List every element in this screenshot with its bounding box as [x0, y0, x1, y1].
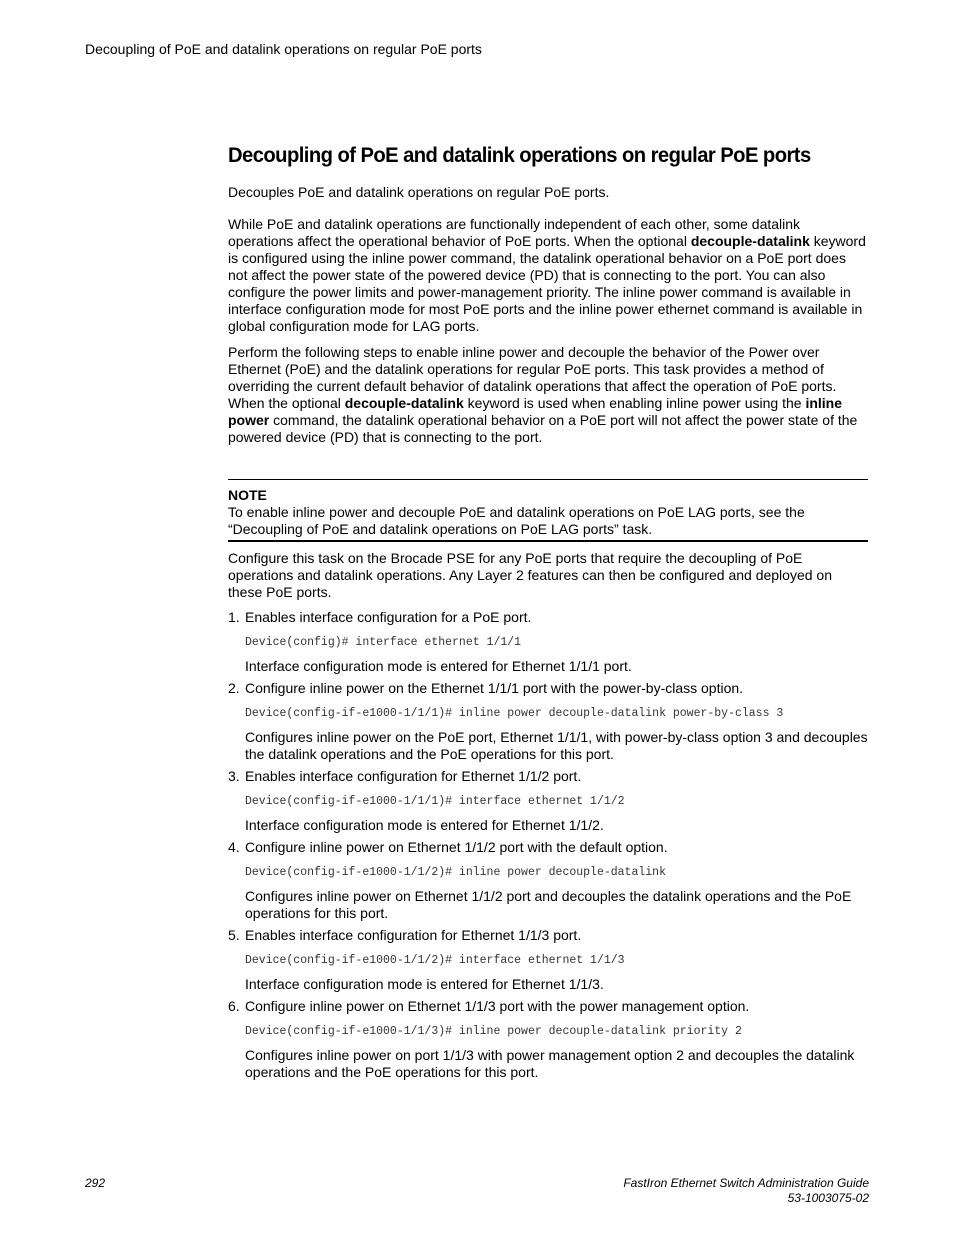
task-paragraph: Configure this task on the Brocade PSE for any PoE ports that require the decoupling of PoE operations and datalink operations. Any Layer 2 features can then be configured and deployed on these PoE ports.: [228, 550, 832, 600]
footer-doc-info: [623, 1176, 869, 1206]
command-example: Device(config-if-e1000-1/1/3)# inline power decouple-datalink priority 2: [245, 1025, 742, 1038]
note-body: To enable inline power and decouple PoE and datalink operations on PoE LAG ports, see the “Decoupling of PoE and datalink operations on PoE LAG ports” task.: [228, 504, 805, 537]
intro-paragraph: Decouples PoE and datalink operations on regular PoE ports.: [228, 184, 610, 200]
steps-list: [228, 609, 868, 1081]
step-item: [228, 768, 868, 834]
step-result: Configures inline power on Ethernet 1/1/2 port and decouples the datalink operations and the PoE operations for this port.: [245, 888, 852, 921]
text-run: command, the datalink operational behavior on a PoE port will not affect the power state of the powered device (PD) that is connecting to the port.: [228, 412, 858, 445]
step-text: Configure inline power on Ethernet 1/1/2 port with the default option.: [245, 839, 668, 855]
running-header: Decoupling of PoE and datalink operations on regular PoE ports: [85, 41, 482, 57]
keyword-inline-power: inline power: [228, 395, 842, 428]
step-number: 6.: [228, 998, 240, 1014]
step-item: [228, 998, 868, 1081]
note-box: [228, 479, 868, 542]
step-result: Configures inline power on port 1/1/3 with power management option 2 and decouples the datalink operations and the PoE operations for this port.: [245, 1047, 855, 1080]
page-title: Decoupling of PoE and datalink operations on regular PoE ports: [228, 143, 811, 167]
text-run: keyword is configured using the inline power command, the datalink operational behavior on a PoE port does not affect the power state of the powered device (PD) that is connecting to the port. You can also configure the power limits and power-management priority. The inline power command is available in interface configuration mode for most PoE ports and the inline power ethernet command is available in global configuration mode for LAG ports.: [228, 233, 866, 334]
step-result: Configures inline power on the PoE port, Ethernet 1/1/1, with power-by-class option 3 and decouples the datalink operations and the PoE operations for this port.: [245, 729, 868, 762]
step-text: Configure inline power on the Ethernet 1/1/1 port with the power-by-class option.: [245, 680, 744, 696]
step-text: Configure inline power on Ethernet 1/1/3 port with the power management option.: [245, 998, 750, 1014]
guide-title: FastIron Ethernet Switch Administration Guide: [623, 1176, 869, 1190]
command-example: Device(config-if-e1000-1/1/1)# inline power decouple-datalink power-by-class 3: [245, 707, 784, 720]
step-number: 4.: [228, 839, 240, 855]
step-number: 5.: [228, 927, 240, 943]
command-example: Device(config-if-e1000-1/1/1)# interface ethernet 1/1/2: [245, 795, 625, 808]
note-title: NOTE: [228, 487, 267, 503]
step-item: [228, 927, 868, 993]
text-run: While PoE and datalink operations are functionally independent of each other, some datalink operations affect the operational behavior of PoE ports. When the optional: [228, 216, 801, 249]
step-number: 2.: [228, 680, 240, 696]
page-number: 292: [85, 1176, 106, 1190]
command-example: Device(config)# interface ethernet 1/1/1: [245, 636, 522, 649]
step-text: Enables interface configuration for a PoE port.: [245, 609, 532, 625]
command-example: Device(config-if-e1000-1/1/2)# interface ethernet 1/1/3: [245, 954, 625, 967]
keyword-decouple-datalink: decouple-datalink: [344, 395, 464, 411]
command-example: Device(config-if-e1000-1/1/2)# inline power decouple-datalink: [245, 866, 666, 879]
doc-number: 53-1003075-02: [787, 1191, 869, 1205]
step-text: Enables interface configuration for Ethernet 1/1/2 port.: [245, 768, 582, 784]
step-result: Interface configuration mode is entered for Ethernet 1/1/3.: [245, 976, 604, 992]
text-run: Perform the following steps to enable inline power and decouple the behavior of the Power over Ethernet (PoE) and the datalink operations for regular PoE ports. This task provides a method of overriding the current default behavior of datalink operations that affect the operation of PoE ports. When the optional: [228, 344, 837, 411]
main-content: [228, 141, 868, 1086]
step-result: Interface configuration mode is entered for Ethernet 1/1/1 port.: [245, 658, 632, 674]
step-item: [228, 839, 868, 922]
step-item: [228, 680, 868, 763]
procedure-paragraph: [228, 344, 868, 446]
text-run: keyword is used when enabling inline power using the: [463, 395, 806, 411]
step-number: 1.: [228, 609, 240, 625]
step-number: 3.: [228, 768, 240, 784]
keyword-decouple-datalink: decouple-datalink: [690, 233, 810, 249]
description-paragraph: [228, 216, 868, 335]
step-result: Interface configuration mode is entered for Ethernet 1/1/2.: [245, 817, 604, 833]
step-text: Enables interface configuration for Ethernet 1/1/3 port.: [245, 927, 582, 943]
step-item: [228, 609, 868, 675]
